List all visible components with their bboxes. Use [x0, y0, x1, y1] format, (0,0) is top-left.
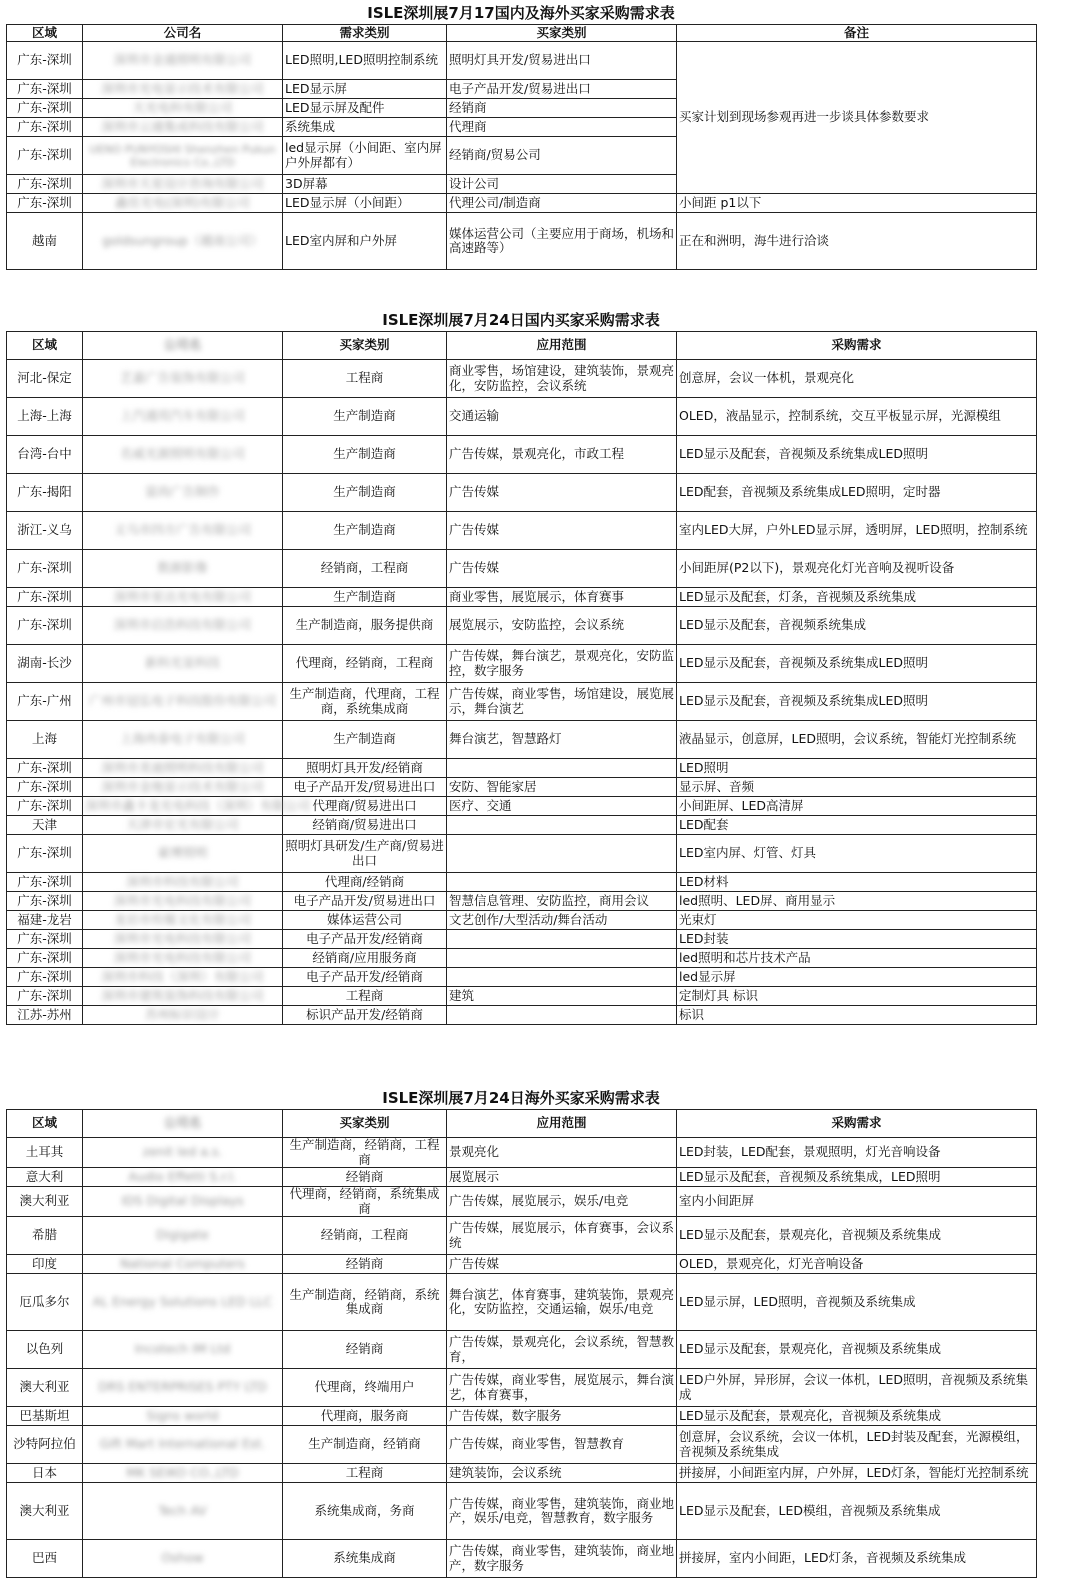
- cell-application: [447, 930, 677, 949]
- cell-company-blurred: 义乌市四方广告有限公司: [83, 512, 283, 550]
- cell-application: 展览展示，安防监控，会议系统: [447, 607, 677, 645]
- table-row: [7, 1187, 1037, 1217]
- table-row: [7, 1426, 1037, 1464]
- cell-buyer-type: 代理商，服务商: [283, 1407, 447, 1426]
- table-row: [7, 968, 1037, 987]
- cell-purchase-need: LED封装，LED配套，景观照明，灯光音响设备: [677, 1138, 1037, 1168]
- cell-company-blurred: UENO PUNYOSHI Shenzhen Pukun Electronics Co.,LTD: [83, 137, 283, 175]
- cell-application: 舞台演艺，体育赛事，建筑装饰，景观亮化，安防监控，交通运输，娱乐/电竞: [447, 1274, 677, 1331]
- table-row: [7, 987, 1037, 1006]
- cell-company-blurred: National Computers: [83, 1255, 283, 1274]
- cell-purchase-need: LED显示及配套，音视频系统集成: [677, 607, 1037, 645]
- cell-company-blurred: 上海冉泰电子有限公司: [83, 721, 283, 759]
- cell-region: 广东-深圳: [7, 797, 83, 816]
- cell-application: 建筑装饰，会议系统: [447, 1464, 677, 1483]
- table-row: [7, 360, 1037, 398]
- table-row: [7, 1006, 1037, 1025]
- cell-purchase-need: LED显示屏，LED照明，音视频及系统集成: [677, 1274, 1037, 1331]
- cell-region: 上海: [7, 721, 83, 759]
- cell-application: 文艺创作/大型活动/舞台活动: [447, 911, 677, 930]
- table-row: [7, 873, 1037, 892]
- cell-region: 广东-深圳: [7, 835, 83, 873]
- cell-application: 广告传媒，商业零售，场馆建设，展览展示，舞台演艺: [447, 683, 677, 721]
- table-row: [7, 721, 1037, 759]
- cell-purchase-need: 小间距屏(P2以下)，景观亮化灯光音响及视听设备: [677, 550, 1037, 588]
- cell-region: 澳大利亚: [7, 1369, 83, 1407]
- cell-purchase-need: led显示屏: [677, 968, 1037, 987]
- cell-application: 广告传媒，商业零售，智慧教育: [447, 1426, 677, 1464]
- cell-region: 广东-深圳: [7, 930, 83, 949]
- cell-company-blurred: 深圳市启浩科技有限公司: [83, 607, 283, 645]
- cell-purchase-need: LED显示及配套，音视频及系统集成LED照明: [677, 436, 1037, 474]
- cell-buyer-type: 照明灯具开发/经销商: [283, 759, 447, 778]
- cell-demand-type: LED显示屏及配件: [283, 99, 447, 118]
- table2-section: [6, 309, 1036, 1025]
- cell-buyer-type: 生产制造商: [283, 721, 447, 759]
- cell-purchase-need: 小间距屏、LED高清屏: [677, 797, 1037, 816]
- cell-region: 广东-深圳: [7, 968, 83, 987]
- cell-buyer-type: 工程商: [283, 1464, 447, 1483]
- cell-application: [447, 968, 677, 987]
- cell-region: 广东-深圳: [7, 194, 83, 213]
- cell-region: 广东-深圳: [7, 949, 83, 968]
- cell-buyer-type: 经销商/贸易公司: [447, 137, 677, 175]
- cell-company-blurred: 深圳市金通照明有限公司: [83, 42, 283, 80]
- table-row: [7, 1274, 1037, 1331]
- cell-application: [447, 759, 677, 778]
- cell-region: 广东-深圳: [7, 778, 83, 797]
- cell-region: 日本: [7, 1464, 83, 1483]
- table-row: [7, 683, 1037, 721]
- cell-purchase-need: 定制灯具 标识: [677, 987, 1037, 1006]
- cell-buyer-type: 代理商，终端用户: [283, 1369, 447, 1407]
- cell-buyer-type: 经销商: [283, 1168, 447, 1187]
- cell-company-blurred: 深圳市科技有限公司: [83, 873, 283, 892]
- cell-application: 广告传媒，商业零售，建筑装饰，商业地产，娱乐/电竞，智慧教育，数字服务: [447, 1483, 677, 1540]
- cell-application: 广告传媒，舞台演艺，景观亮化，安防监控，数字服务: [447, 645, 677, 683]
- cell-purchase-need: LED显示及配套，灯条，音视频及系统集成: [677, 588, 1037, 607]
- cell-company-blurred: 鑫佳光电(深圳)有限公司: [83, 194, 283, 213]
- cell-demand-type: LED显示屏（小间距）: [283, 194, 447, 213]
- cell-company-blurred: 深圳市科技（深圳）有限公司: [83, 968, 283, 987]
- cell-region: 希腊: [7, 1217, 83, 1255]
- cell-buyer-type: 经销商，工程商: [283, 550, 447, 588]
- table-row: [7, 759, 1037, 778]
- cell-company-blurred: 深圳市鑫卡龙光电科技（深圳）有限公司: [83, 797, 283, 816]
- cell-buyer-type: 生产制造商，服务提供商: [283, 607, 447, 645]
- table1-header-row: [7, 25, 1037, 42]
- cell-region: 广东-深圳: [7, 80, 83, 99]
- cell-application: 医疗、交通: [447, 797, 677, 816]
- cell-demand-type: LED照明,LED照明控制系统: [283, 42, 447, 80]
- cell-company-blurred: 苏州标识设计: [83, 1006, 283, 1025]
- cell-purchase-need: LED显示及配套，音视频及系统集成，LED照明: [677, 1168, 1037, 1187]
- cell-company-blurred: IDS Digital Displays: [83, 1187, 283, 1217]
- cell-company-blurred: 深圳市光电科技有限公司: [83, 892, 283, 911]
- cell-region: 澳大利亚: [7, 1187, 83, 1217]
- cell-region: 澳大利亚: [7, 1483, 83, 1540]
- cell-company-blurred: 深圳市云通集成科技有限公司: [83, 118, 283, 137]
- cell-buyer-type: 设计公司: [447, 175, 677, 194]
- col-header-company-blurred: 公司名: [83, 332, 283, 360]
- cell-region: 浙江-义乌: [7, 512, 83, 550]
- cell-region: 印度: [7, 1255, 83, 1274]
- table-row: [7, 1255, 1037, 1274]
- cell-company-blurred: 深圳市光电科技有限公司: [83, 949, 283, 968]
- cell-application: 广告传媒，展览展示，娱乐/电竞: [447, 1187, 677, 1217]
- table2: [6, 331, 1037, 1025]
- table-row: [7, 607, 1037, 645]
- cell-region: 广东-深圳: [7, 607, 83, 645]
- cell-buyer-type: 代理商/经销商: [283, 873, 447, 892]
- cell-company-blurred: AL Energy Solutions LED LLC: [83, 1274, 283, 1331]
- cell-demand-type: 3D屏幕: [283, 175, 447, 194]
- cell-purchase-need: LED显示及配套，LED模组，音视频及系统集成: [677, 1483, 1037, 1540]
- table-row: [7, 797, 1037, 816]
- cell-application: 展览展示: [447, 1168, 677, 1187]
- cell-company-blurred: 深圳市光电科技有限公司: [83, 930, 283, 949]
- table-row: [7, 949, 1037, 968]
- table-row: [7, 194, 1037, 213]
- cell-buyer-type: 经销商/应用服务商: [283, 949, 447, 968]
- col-header-application: 应用范围: [447, 332, 677, 360]
- cell-region: 广东-深圳: [7, 118, 83, 137]
- cell-company-blurred: 富尚广告制作: [83, 474, 283, 512]
- cell-application: 安防、智能家居: [447, 778, 677, 797]
- cell-buyer-type: 生产制造商: [283, 474, 447, 512]
- cell-application: [447, 949, 677, 968]
- table-row: [7, 1138, 1037, 1168]
- table-row: [7, 1540, 1037, 1578]
- cell-purchase-need: LED显示及配套，音视频及系统集成LED照明: [677, 645, 1037, 683]
- cell-company-blurred: 深圳市金地显示技术有限公司: [83, 778, 283, 797]
- cell-purchase-need: LED配套: [677, 816, 1037, 835]
- cell-application: 广告传媒: [447, 474, 677, 512]
- cell-purchase-need: led照明、LED屏、商用显示: [677, 892, 1037, 911]
- cell-purchase-need: OLED，液晶显示，控制系统，交互平板显示屏，光源模组: [677, 398, 1037, 436]
- cell-purchase-need: LED户外屏，异形屏，会议一体机，LED照明，音视频及系统集成: [677, 1369, 1037, 1407]
- cell-region: 福建-龙岩: [7, 911, 83, 930]
- cell-buyer-type: 媒体运营公司: [283, 911, 447, 930]
- cell-buyer-type: 生产制造商，代理商，工程商，系统集成商: [283, 683, 447, 721]
- cell-company-blurred: 天津市宏光有限公司: [83, 816, 283, 835]
- cell-buyer-type: 代理商/贸易进出口: [283, 797, 447, 816]
- table-row: [7, 474, 1037, 512]
- cell-company-blurred: 艺嘉广告装饰有限公司: [83, 360, 283, 398]
- cell-application: 智慧信息管理、安防监控，商用会议: [447, 892, 677, 911]
- table1-title: ISLE深圳展7月17国内及海外买家采购需求表: [367, 4, 675, 22]
- cell-company-blurred: Tech AV: [83, 1483, 283, 1540]
- cell-region: 广东-深圳: [7, 137, 83, 175]
- cell-company-blurred: DRS ENTERPRISES PTY LTD: [83, 1369, 283, 1407]
- cell-region: 巴基斯坦: [7, 1407, 83, 1426]
- cell-region: 广东-深圳: [7, 588, 83, 607]
- cell-region: 广东-深圳: [7, 42, 83, 80]
- cell-region: 江苏-苏州: [7, 1006, 83, 1025]
- col-header-company-blurred: 公司名: [83, 1110, 283, 1138]
- col-header-remarks: 备注: [677, 25, 1037, 42]
- table-row: [7, 930, 1037, 949]
- cell-application: 商业零售，场馆建设，建筑装饰，景观亮化，安防监控，会议系统: [447, 360, 677, 398]
- cell-region: 广东-广州: [7, 683, 83, 721]
- cell-application: 广告传媒，商业零售，展览展示，舞台演艺，体育赛事，: [447, 1369, 677, 1407]
- table2-title: ISLE深圳展7月24日国内买家采购需求表: [382, 311, 660, 329]
- cell-buyer-type: 标识产品开发/经销商: [283, 1006, 447, 1025]
- col-header-purchase-need: 采购需求: [677, 1110, 1037, 1138]
- cell-purchase-need: 拼接屏，小间距室内屏，户外屏，LED灯条，智能灯光控制系统: [677, 1464, 1037, 1483]
- col-header-purchase-need: 采购需求: [677, 332, 1037, 360]
- cell-region: 上海-上海: [7, 398, 83, 436]
- cell-purchase-need: 创意屏，会议一体机，景观亮化: [677, 360, 1037, 398]
- cell-demand-type: led显示屏（小间距、室内屏户外屏都有）: [283, 137, 447, 175]
- cell-buyer-type: 经销商: [447, 99, 677, 118]
- col-header-company: 公司名: [83, 25, 283, 42]
- cell-region: 巴西: [7, 1540, 83, 1578]
- cell-buyer-type: 电子产品开发/贸易进出口: [283, 892, 447, 911]
- cell-buyer-type: 代理公司/制造商: [447, 194, 677, 213]
- table-row: [7, 213, 1037, 270]
- cell-buyer-type: 媒体运营公司（主要应用于商场，机场和高速路等）: [447, 213, 677, 270]
- cell-purchase-need: LED显示及配套，音视频及系统集成LED照明: [677, 683, 1037, 721]
- cell-buyer-type: 代理商: [447, 118, 677, 137]
- cell-buyer-type: 照明灯具研发/生产商/贸易进出口: [283, 835, 447, 873]
- cell-buyer-type: 经销商，工程商: [283, 1217, 447, 1255]
- col-header-buyer-type: 买家类别: [283, 1110, 447, 1138]
- table-row: [7, 398, 1037, 436]
- cell-region: 土耳其: [7, 1138, 83, 1168]
- table-row: [7, 911, 1037, 930]
- table-row: [7, 778, 1037, 797]
- cell-region: 沙特阿拉伯: [7, 1426, 83, 1464]
- table3-section: [6, 1087, 1036, 1578]
- cell-company-blurred: Oshow: [83, 1540, 283, 1578]
- cell-application: 广告传媒，商业零售，建筑装饰，商业地产，数字服务: [447, 1540, 677, 1578]
- table-row: [7, 1331, 1037, 1369]
- table-row: [7, 512, 1037, 550]
- cell-demand-type: LED显示屏: [283, 80, 447, 99]
- cell-company-blurred: 名威光源照明有限公司: [83, 436, 283, 474]
- cell-remark: 正在和洲明，海牛进行洽谈: [677, 213, 1037, 270]
- cell-buyer-type: 工程商: [283, 360, 447, 398]
- cell-application: 交通运输: [447, 398, 677, 436]
- cell-application: [447, 835, 677, 873]
- table-row: [7, 1217, 1037, 1255]
- cell-region: 河北-保定: [7, 360, 83, 398]
- col-header-application: 应用范围: [447, 1110, 677, 1138]
- cell-purchase-need: LED配套，音视频及系统集成LED照明，定时器: [677, 474, 1037, 512]
- cell-buyer-type: 经销商: [283, 1331, 447, 1369]
- cell-company-blurred: 深圳市光电显示技术有限公司: [83, 80, 283, 99]
- cell-purchase-need: LED封装: [677, 930, 1037, 949]
- cell-remark-merged: 买家计划到现场参观再进一步谈具体参数要求: [677, 42, 1037, 194]
- col-header-demand-type: 需求类别: [283, 25, 447, 42]
- cell-buyer-type: 生产制造商，经销商: [283, 1426, 447, 1464]
- cell-purchase-need: 显示屏、音频: [677, 778, 1037, 797]
- col-header-buyer-type: 买家类别: [283, 332, 447, 360]
- cell-buyer-type: 生产制造商: [283, 436, 447, 474]
- cell-company-blurred: Digigate: [83, 1217, 283, 1255]
- cell-company-blurred: MK SEIKO CO.,LTD: [83, 1464, 283, 1483]
- cell-buyer-type: 电子产品开发/贸易进出口: [283, 778, 447, 797]
- cell-purchase-need: LED显示及配套，景观亮化，音视频及系统集成: [677, 1331, 1037, 1369]
- table-row: [7, 42, 1037, 80]
- cell-company-blurred: 豪博照明: [83, 835, 283, 873]
- cell-application: [447, 873, 677, 892]
- cell-buyer-type: 代理商，经销商，工程商: [283, 645, 447, 683]
- table1: [6, 24, 1037, 270]
- cell-company-blurred: 天光电科有限公司: [83, 99, 283, 118]
- cell-buyer-type: 经销商/贸易进出口: [283, 816, 447, 835]
- cell-buyer-type: 系统集成商: [283, 1540, 447, 1578]
- cell-purchase-need: 标识: [677, 1006, 1037, 1025]
- cell-application: 广告传媒，景观亮化，市政工程: [447, 436, 677, 474]
- cell-purchase-need: LED材料: [677, 873, 1037, 892]
- table-row: [7, 1407, 1037, 1426]
- cell-purchase-need: 创意屏，会议系统，会议一体机，LED封装及配套，光源模组，音视频及系统集成: [677, 1426, 1037, 1464]
- col-header-buyer-type: 买家类别: [447, 25, 677, 42]
- cell-purchase-need: LED显示及配套，景观亮化，音视频及系统集成: [677, 1407, 1037, 1426]
- cell-application: 广告传媒，数字服务: [447, 1407, 677, 1426]
- cell-buyer-type: 生产制造商，经销商，系统集成商: [283, 1274, 447, 1331]
- cell-company-blurred: 上汽通用汽车有限公司: [83, 398, 283, 436]
- cell-application: 广告传媒，景观亮化，会议系统，智慧教育，: [447, 1331, 677, 1369]
- cell-buyer-type: 系统集成商，务商: [283, 1483, 447, 1540]
- cell-purchase-need: 液晶显示，创意屏，LED照明，会议系统，智能灯光控制系统: [677, 721, 1037, 759]
- cell-buyer-type: 照明灯具开发/贸易进出口: [447, 42, 677, 80]
- cell-company-blurred: goldsungroup（越南公司）: [83, 213, 283, 270]
- cell-application: 商业零售，展览展示，体育赛事: [447, 588, 677, 607]
- cell-region: 广东-深圳: [7, 987, 83, 1006]
- table-row: [7, 1483, 1037, 1540]
- cell-company-blurred: 深圳市星达光电有限公司: [83, 588, 283, 607]
- table3: [6, 1109, 1037, 1578]
- table-row: [7, 1369, 1037, 1407]
- cell-buyer-type: 电子产品开发/经销商: [283, 930, 447, 949]
- cell-purchase-need: LED显示及配套，景观亮化，音视频及系统集成: [677, 1217, 1037, 1255]
- cell-purchase-need: 室内LED大屏，户外LED显示屏，透明屏，LED照明，控制系统: [677, 512, 1037, 550]
- table-row: [7, 1168, 1037, 1187]
- cell-company-blurred: 新科光显科技: [83, 645, 283, 683]
- cell-buyer-type: 生产制造商: [283, 398, 447, 436]
- cell-region: 广东-深圳: [7, 759, 83, 778]
- cell-company-blurred: 数源影像: [83, 550, 283, 588]
- table-row: [7, 645, 1037, 683]
- cell-application: 景观亮化: [447, 1138, 677, 1168]
- cell-demand-type: 系统集成: [283, 118, 447, 137]
- cell-buyer-type: 经销商: [283, 1255, 447, 1274]
- cell-buyer-type: 生产制造商: [283, 588, 447, 607]
- cell-application: 建筑: [447, 987, 677, 1006]
- cell-application: 广告传媒，展览展示，体育赛事，会议系统: [447, 1217, 677, 1255]
- cell-region: 台湾-台中: [7, 436, 83, 474]
- cell-company-blurred: zenit led a.s.: [83, 1138, 283, 1168]
- cell-region: 广东-深圳: [7, 175, 83, 194]
- cell-buyer-type: 生产制造商，经销商，工程商: [283, 1138, 447, 1168]
- table-row: [7, 436, 1037, 474]
- cell-demand-type: LED室内屏和户外屏: [283, 213, 447, 270]
- table-row: [7, 835, 1037, 873]
- cell-region: 厄瓜多尔: [7, 1274, 83, 1331]
- cell-buyer-type: 代理商，经销商，系统集成商: [283, 1187, 447, 1217]
- table-row: [7, 816, 1037, 835]
- cell-company-blurred: Incotech IM Ltd: [83, 1331, 283, 1369]
- col-header-region: 区域: [7, 332, 83, 360]
- cell-buyer-type: 工程商: [283, 987, 447, 1006]
- cell-region: 广东-深圳: [7, 873, 83, 892]
- col-header-region: 区域: [7, 25, 83, 42]
- table-row: [7, 550, 1037, 588]
- cell-buyer-type: 生产制造商: [283, 512, 447, 550]
- table-row: [7, 892, 1037, 911]
- cell-application: [447, 1006, 677, 1025]
- cell-company-blurred: 深圳市天星设计咨询有限公司: [83, 175, 283, 194]
- cell-company-blurred: 广州市冠弘电子科技股份有限公司: [83, 683, 283, 721]
- cell-application: [447, 816, 677, 835]
- cell-company-blurred: Gift Mart International Est.: [83, 1426, 283, 1464]
- cell-region: 广东-深圳: [7, 550, 83, 588]
- table-row: [7, 1464, 1037, 1483]
- cell-application: 广告传媒: [447, 550, 677, 588]
- cell-region: 广东-深圳: [7, 99, 83, 118]
- cell-region: 意大利: [7, 1168, 83, 1187]
- cell-application: 舞台演艺，智慧路灯: [447, 721, 677, 759]
- cell-region: 天津: [7, 816, 83, 835]
- cell-purchase-need: 拼接屏，室内小间距，LED灯条，音视频及系统集成: [677, 1540, 1037, 1578]
- cell-purchase-need: OLED，景观亮化，灯光音响设备: [677, 1255, 1037, 1274]
- cell-company-blurred: 深圳市美迪照明科技有限公司: [83, 759, 283, 778]
- cell-region: 以色列: [7, 1331, 83, 1369]
- cell-company-blurred: Signs world: [83, 1407, 283, 1426]
- cell-company-blurred: Audio Effetti S.r.l.: [83, 1168, 283, 1187]
- cell-region: 广东-深圳: [7, 892, 83, 911]
- cell-region: 广东-揭阳: [7, 474, 83, 512]
- cell-buyer-type: 电子产品开发/经销商: [283, 968, 447, 987]
- cell-remark: 小间距 p1以下: [677, 194, 1037, 213]
- cell-purchase-need: LED照明: [677, 759, 1037, 778]
- cell-region: 越南: [7, 213, 83, 270]
- table-row: [7, 588, 1037, 607]
- table3-header-row: [7, 1110, 1037, 1138]
- col-header-region: 区域: [7, 1110, 83, 1138]
- cell-company-blurred: 龙岩市传媒文化有限公司: [83, 911, 283, 930]
- cell-application: 广告传媒: [447, 512, 677, 550]
- table2-header-row: [7, 332, 1037, 360]
- cell-purchase-need: led照明和芯片技术产品: [677, 949, 1037, 968]
- cell-company-blurred: 深圳市建筑装饰科技有限公司: [83, 987, 283, 1006]
- cell-purchase-need: LED室内屏、灯管、灯具: [677, 835, 1037, 873]
- table1-section: [6, 2, 1036, 270]
- table3-title: ISLE深圳展7月24日海外买家采购需求表: [382, 1089, 660, 1107]
- cell-buyer-type: 电子产品开发/贸易进出口: [447, 80, 677, 99]
- cell-purchase-need: 室内小间距屏: [677, 1187, 1037, 1217]
- cell-region: 湖南-长沙: [7, 645, 83, 683]
- cell-purchase-need: 光束灯: [677, 911, 1037, 930]
- cell-application: 广告传媒: [447, 1255, 677, 1274]
